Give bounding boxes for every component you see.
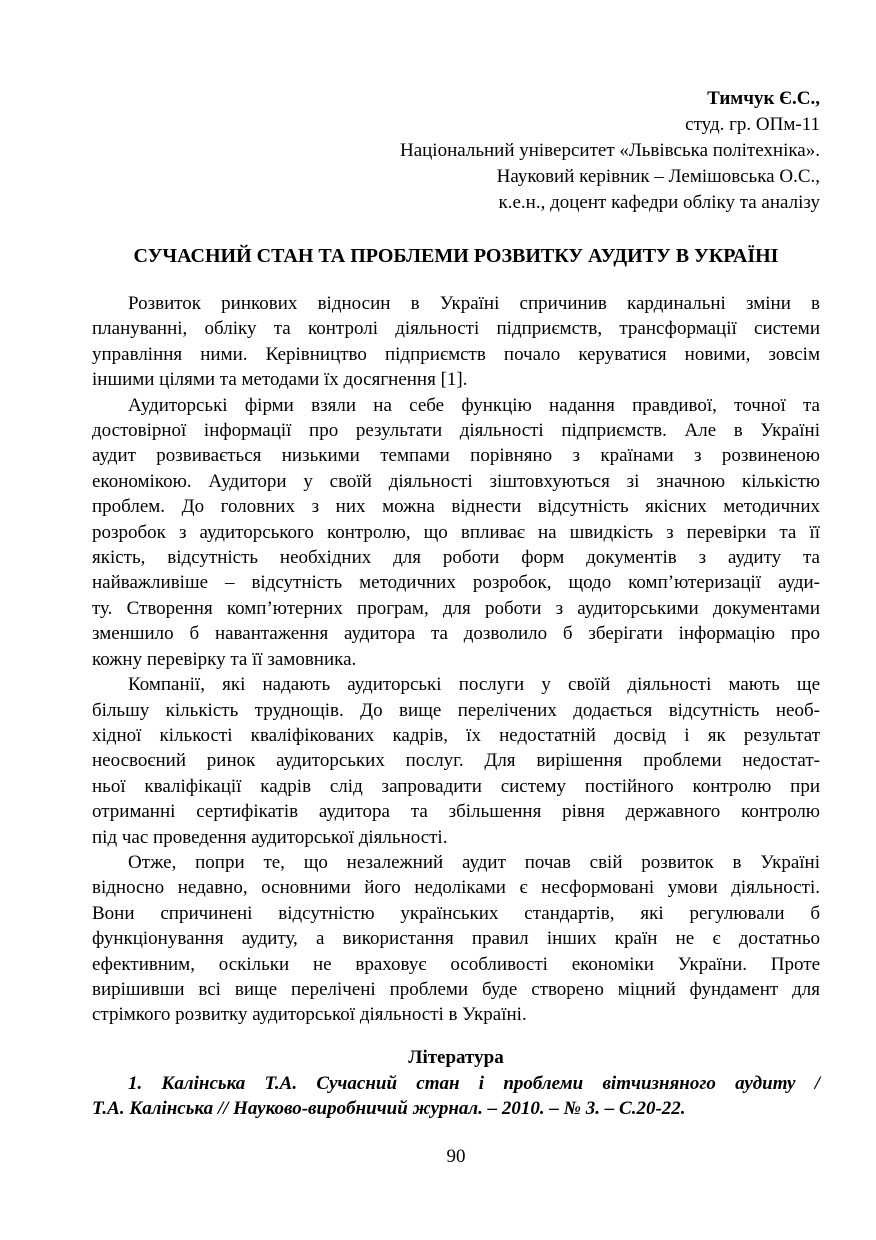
paragraph-line: ефективним, оскільки не враховує особливості економіки України. Проте xyxy=(92,953,820,975)
paragraph-line: вирішивши всі вище перелічені проблеми буде створено міцний фундамент для xyxy=(92,978,820,1000)
page-number: 90 xyxy=(446,1145,466,1167)
paragraph-4 xyxy=(92,850,820,1028)
paragraph-line: проблем. До головних з них можна віднести відсутність якісних методичних xyxy=(92,496,820,518)
paragraph-line: відносно недавно, основними його недоліками є несформовані умови діяльності. xyxy=(92,877,820,899)
paragraph-line: розробок з аудиторського контролю, що впливає на швидкість з перевірки та її xyxy=(92,521,820,543)
paragraph-line: Отже, попри те, що незалежний аудит почав свій розвиток в Україні xyxy=(128,851,820,873)
paragraph-2 xyxy=(92,393,820,672)
paragraph-line: ньої кваліфікації кадрів слід запровадити систему постійного контролю при xyxy=(92,775,820,797)
paragraph-line: Компанії, які надають аудиторські послуги у своїй діяльності мають ще xyxy=(128,674,820,696)
paragraph-line: найважливіше – відсутність методичних розробок, щодо комп’ютеризації ауди- xyxy=(92,572,820,594)
body-text xyxy=(92,291,820,1028)
author-line: к.е.н., доцент кафедри обліку та аналізу xyxy=(498,192,820,213)
paragraph-line: зменшило б навантаження аудитора та дозволило б зберігати інформацію про xyxy=(92,623,820,645)
paragraph-line: іншими цілями та методами їх досягнення [1]. xyxy=(92,369,468,391)
author-line: студ. гр. ОПм-11 xyxy=(685,114,820,135)
paragraph-1 xyxy=(92,291,820,393)
paragraph-line: функціонування аудиту, а використання правил інших країн не є достатньо xyxy=(92,928,820,950)
reference-line: Т.А. Калінська // Науково-виробничий журнал. – 2010. – № 3. – С.20-22. xyxy=(92,1098,686,1120)
reference-line: 1. Калінська Т.А. Сучасний стан і проблеми вітчизняного аудиту / xyxy=(128,1072,820,1094)
paragraph-3 xyxy=(92,672,820,850)
paragraph-line: економікою. Аудитори у своїй діяльності зіштовхуються зі значною кількістю xyxy=(92,470,820,492)
reference-item xyxy=(92,1071,820,1122)
author-line: Науковий керівник – Лемішовська О.С., xyxy=(496,166,820,187)
author-line: Національний університет «Львівська політехніка». xyxy=(399,140,820,161)
paragraph-line: Розвиток ринкових відносин в Україні спричинив кардинальні зміни в xyxy=(128,293,820,314)
paragraph-line: ту. Створення комп’ютерних програм, для роботи з аудиторськими документами xyxy=(92,597,820,619)
paragraph-line: управління ними. Керівництво підприємств почало керуватися новими, зовсім xyxy=(92,343,820,365)
paper-title: СУЧАСНИЙ СТАН ТА ПРОБЛЕМИ РОЗВИТКУ АУДИТУ В УКРАЇНІ xyxy=(133,245,779,267)
paragraph-line: під час проведення аудиторської діяльності. xyxy=(92,826,448,848)
author-line: Тимчук Є.С., xyxy=(707,88,820,109)
paragraph-line: аудит розвивається низькими темпами порівняно з країнами з розвиненою xyxy=(92,445,820,467)
paragraph-line: Аудиторські фірми взяли на себе функцію надання правдивої, точної та xyxy=(128,394,820,416)
paragraph-line: плануванні, обліку та контролі діяльності підприємств, трансформації системи xyxy=(92,318,820,340)
paragraph-line: більшу кількість труднощів. До вище перелічених додається відсутність необ- xyxy=(92,699,820,721)
paragraph-line: кожну перевірку та її замовника. xyxy=(92,648,357,670)
paragraph-line: хідної кількості кваліфікованих кадрів, їх недостатній досвід і як результат xyxy=(92,724,820,746)
paragraph-line: неосвоєний ринок аудиторських послуг. Для вирішення проблеми недостат- xyxy=(92,750,820,772)
paragraph-line: достовірної інформації про результати діяльності підприємств. Але в Україні xyxy=(92,420,820,442)
author-block xyxy=(92,86,820,216)
paragraph-line: якість, відсутність необхідних для роботи форм документів з аудиту та xyxy=(92,547,820,569)
paragraph-line: отриманні сертифікатів аудитора та збільшення рівня державного контролю xyxy=(92,801,820,823)
paragraph-line: Вони спричинені відсутністю українських стандартів, які регулювали б xyxy=(92,902,820,924)
paragraph-line: стрімкого розвитку аудиторської діяльності в Україні. xyxy=(92,1004,527,1026)
literature-heading: Література xyxy=(408,1046,504,1068)
